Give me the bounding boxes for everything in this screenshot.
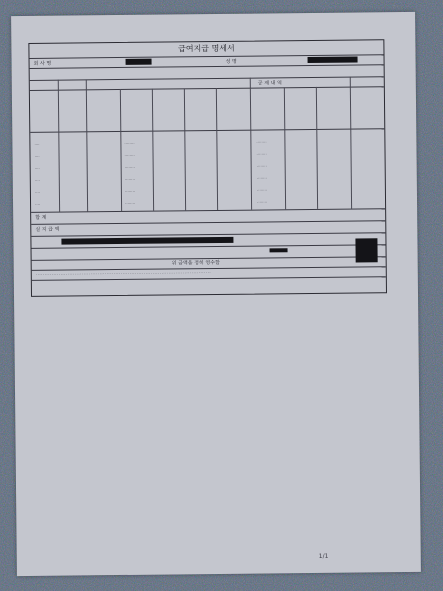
paper-sheet: [11, 12, 421, 576]
payroll-form: [28, 39, 387, 297]
form-column-rule: [86, 79, 88, 211]
form-title: 급여지급 명세서: [178, 43, 235, 54]
row-values-block: ···· ···· ···· ···· ···· ····: [34, 141, 41, 207]
form-rule: [32, 244, 386, 249]
name-label: 성 명: [225, 58, 237, 65]
net-pay-label: 실 지 급 액: [35, 226, 60, 233]
deduction-header: 공 제 내 역: [257, 80, 282, 87]
form-column-rule: [316, 87, 318, 209]
form-rule: [30, 86, 384, 91]
form-column-rule: [120, 89, 122, 211]
form-column-rule: [216, 88, 218, 210]
form-column-rule: [58, 80, 60, 212]
form-column-rule: [184, 88, 186, 210]
form-column-rule: [284, 87, 286, 209]
form-column-rule: [350, 77, 352, 209]
form-rule: [30, 64, 384, 69]
redacted-company: [126, 59, 152, 65]
form-column-rule: [250, 78, 252, 210]
company-label: 회 사 명: [33, 60, 52, 67]
row-values-block: ········ ········ ········ ········ ········ ········: [256, 139, 268, 205]
row-values-block: ········ ········ ········ ········ ········ ········: [124, 140, 136, 206]
page-number: 1/1: [318, 552, 329, 560]
redacted-name: [308, 57, 358, 64]
form-column-rule: [152, 89, 154, 211]
seal-stamp: [355, 238, 377, 262]
form-rule: [31, 220, 385, 225]
redacted-amount: [270, 248, 288, 252]
form-rule: [30, 76, 384, 81]
receipt-statement: 위 금액을 정히 영수함: [171, 259, 220, 267]
redacted-account-line: [61, 237, 233, 245]
form-rule: [31, 208, 385, 213]
form-rule: [32, 276, 386, 281]
grand-total-label: 합 계: [35, 214, 47, 221]
form-rule: [30, 128, 384, 133]
notes-block: ···································································································: [35, 270, 212, 277]
